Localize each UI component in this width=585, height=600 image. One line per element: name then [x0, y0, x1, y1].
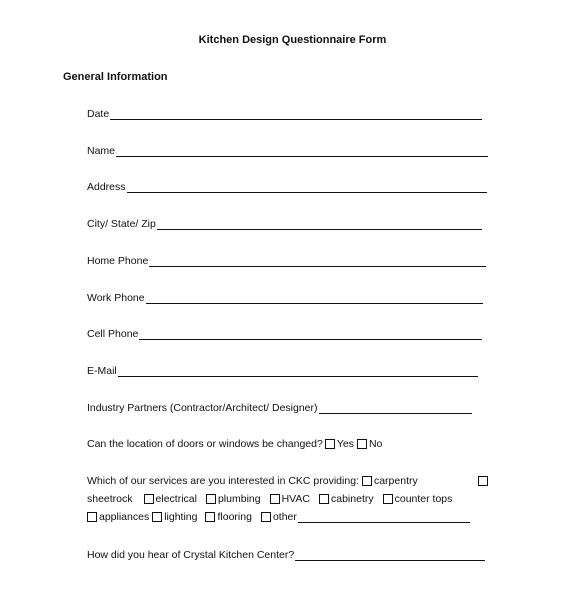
services-row-2 — [87, 493, 458, 505]
name-input-line[interactable] — [116, 145, 488, 157]
no-label: No — [368, 438, 383, 450]
name-label: Name — [87, 145, 116, 157]
yes-checkbox[interactable] — [325, 439, 335, 449]
email-field — [87, 365, 478, 377]
date-field — [87, 108, 482, 120]
work-phone-label: Work Phone — [87, 292, 145, 304]
flooring-checkbox[interactable] — [205, 512, 215, 522]
date-input-line[interactable] — [110, 108, 482, 120]
cell-phone-input-line[interactable] — [139, 328, 482, 340]
cabinetry-option — [316, 493, 374, 505]
doors-question-row — [87, 438, 382, 450]
hear-about-field — [87, 549, 485, 561]
doors-question-label: Can the location of doors or windows be changed? — [87, 438, 323, 450]
sheetrock-label: sheetrock — [87, 493, 133, 505]
services-question-row — [87, 475, 418, 487]
plumbing-label: plumbing — [217, 493, 261, 505]
work-phone-field — [87, 292, 483, 304]
appliances-checkbox[interactable] — [87, 512, 97, 522]
other-checkbox[interactable] — [261, 512, 271, 522]
cabinetry-label: cabinetry — [331, 493, 374, 505]
address-input-line[interactable] — [127, 181, 487, 193]
email-input-line[interactable] — [118, 365, 478, 377]
no-checkbox[interactable] — [357, 439, 367, 449]
appliances-label: appliances — [99, 511, 150, 523]
services-question-label: Which of our services are you interested in CKC providing: — [87, 475, 359, 487]
plumbing-checkbox[interactable] — [206, 494, 216, 504]
address-label: Address — [87, 181, 126, 193]
lighting-label: lighting — [164, 511, 198, 523]
carpentry-checkbox[interactable] — [362, 476, 372, 486]
electrical-checkbox[interactable] — [144, 494, 154, 504]
flooring-label: flooring — [217, 511, 252, 523]
cabinetry-checkbox[interactable] — [319, 494, 329, 504]
hvac-label: HVAC — [281, 493, 310, 505]
industry-partners-label: Industry Partners (Contractor/Architect/ Designer) — [87, 402, 318, 414]
carpentry-label: carpentry — [373, 475, 418, 487]
name-field — [87, 145, 488, 157]
industry-partners-field — [87, 402, 472, 414]
home-phone-label: Home Phone — [87, 255, 149, 267]
lighting-checkbox[interactable] — [152, 512, 162, 522]
section-heading: General Information — [63, 71, 168, 83]
other-label: other — [272, 511, 297, 523]
plumbing-option — [203, 493, 261, 505]
home-phone-input-line[interactable] — [149, 255, 486, 267]
cell-phone-field — [87, 328, 482, 340]
form-title: Kitchen Design Questionnaire Form — [198, 34, 387, 46]
hear-about-input-line[interactable] — [295, 549, 485, 561]
hvac-option — [267, 493, 310, 505]
email-label: E-Mail — [87, 365, 117, 377]
cell-phone-label: Cell Phone — [87, 328, 139, 340]
electrical-label: electrical — [155, 493, 197, 505]
counter-tops-option — [380, 493, 453, 505]
hvac-checkbox[interactable] — [270, 494, 280, 504]
home-phone-field — [87, 255, 486, 267]
yes-label: Yes — [336, 438, 354, 450]
city-state-zip-input-line[interactable] — [157, 218, 482, 230]
sheetrock-checkbox[interactable] — [478, 476, 488, 486]
address-field — [87, 181, 487, 193]
other-input-line[interactable] — [298, 511, 470, 523]
services-row-3 — [87, 511, 470, 523]
hear-about-label: How did you hear of Crystal Kitchen Center? — [87, 549, 295, 561]
industry-partners-input-line[interactable] — [319, 402, 472, 414]
electrical-option — [141, 493, 197, 505]
date-label: Date — [87, 108, 110, 120]
work-phone-input-line[interactable] — [146, 292, 483, 304]
city-state-zip-field — [87, 218, 482, 230]
counter-tops-checkbox[interactable] — [383, 494, 393, 504]
city-state-zip-label: City/ State/ Zip — [87, 218, 156, 230]
counter-tops-label: counter tops — [394, 493, 453, 505]
